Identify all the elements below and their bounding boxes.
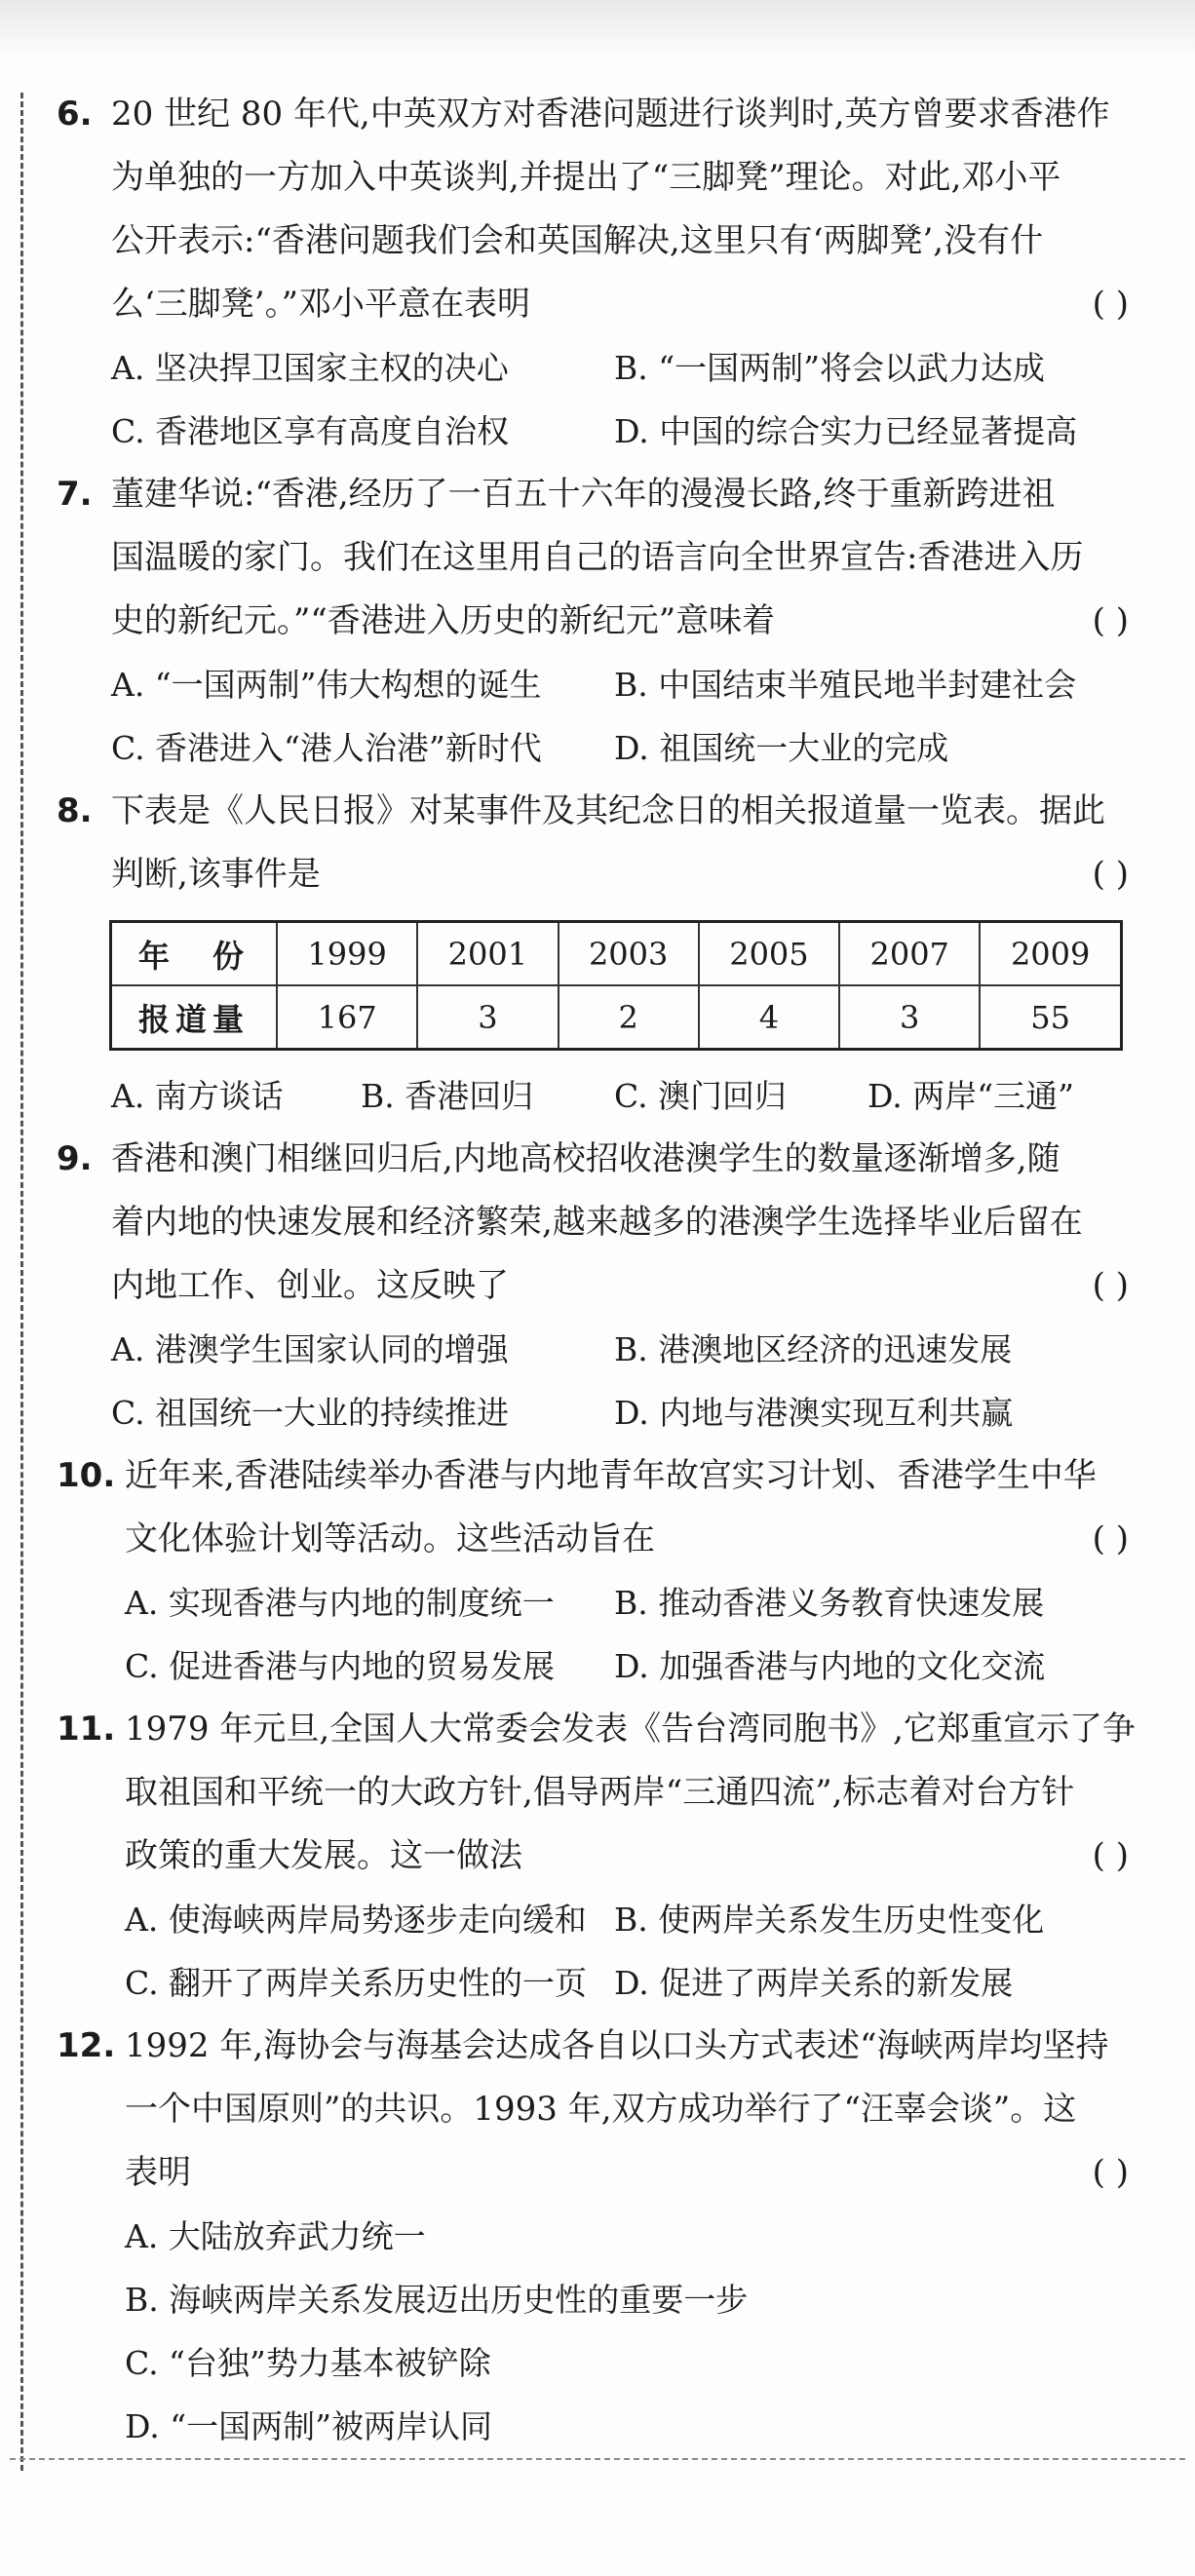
option-c[interactable]: C. 祖国统一大业的持续推进: [111, 1394, 510, 1432]
answer-blank[interactable]: ( ): [1092, 1519, 1129, 1558]
question-number: 12.: [57, 2026, 116, 2065]
answer-blank[interactable]: ( ): [1092, 1836, 1129, 1875]
option-b[interactable]: B. 使两岸关系发生历史性变化: [614, 1901, 1045, 1939]
option-b[interactable]: B. 港澳地区经济的迅速发展: [614, 1330, 1013, 1368]
answer-blank[interactable]: ( ): [1092, 855, 1129, 894]
question-10: [57, 1444, 1129, 1698]
question-number: 9.: [57, 1139, 93, 1178]
question-11: [57, 1698, 1136, 2015]
option-d[interactable]: D. 两岸“三通”: [867, 1077, 1075, 1115]
table-cell: 2001: [417, 922, 558, 986]
option-a[interactable]: A. 坚决捍卫国家主权的决心: [111, 349, 509, 387]
top-shading: [0, 0, 1195, 58]
table-cell: 2: [559, 985, 699, 1050]
table-cell: 2003: [559, 922, 699, 986]
option-c[interactable]: C. 香港地区享有高度自治权: [111, 412, 510, 450]
question-stem-line: 一个中国原则”的共识。1993 年,双方成功举行了“汪辜会谈”。这: [125, 2090, 1077, 2129]
option-c[interactable]: C. 促进香港与内地的贸易发展: [125, 1647, 556, 1685]
question-stem-line: 表明: [125, 2153, 191, 2192]
option-d[interactable]: D. 加强香港与内地的文化交流: [614, 1647, 1046, 1685]
question-9: [57, 1128, 1129, 1444]
answer-blank[interactable]: ( ): [1092, 285, 1129, 324]
table-row: [111, 922, 1122, 986]
table-header-count: 报道量: [111, 985, 278, 1050]
question-stem-line: 史的新纪元。”“香港进入历史的新纪元”意味着: [111, 601, 776, 640]
question-stem-line: 公开表示:“香港问题我们会和英国解决,这里只有‘两脚凳’,没有什: [111, 221, 1044, 260]
question-stem-line: 20 世纪 80 年代,中英双方对香港问题进行谈判时,英方曾要求香港作: [111, 95, 1110, 134]
option-c[interactable]: C. 澳门回归: [614, 1077, 788, 1115]
question-stem-line: 1979 年元旦,全国人大常委会发表《告台湾同胞书》,它郑重宣示了争: [125, 1710, 1136, 1749]
question-stem-line: 文化体验计划等活动。这些活动旨在: [125, 1519, 655, 1558]
option-b[interactable]: B. 中国结束半殖民地半封建社会: [614, 666, 1077, 704]
option-c[interactable]: C. 翻开了两岸关系历史性的一页: [125, 1964, 588, 2002]
question-stem-line: 香港和澳门相继回归后,内地高校招收港澳学生的数量逐渐增多,随: [111, 1139, 1060, 1178]
option-c[interactable]: C. 香港进入“港人治港”新时代: [111, 729, 542, 767]
question-8-options: [57, 1064, 1129, 1128]
table-cell: 2009: [980, 922, 1121, 986]
table-cell: 3: [839, 985, 980, 1050]
question-stem-line: 么‘三脚凳’。”邓小平意在表明: [111, 285, 530, 324]
table-row: [111, 985, 1122, 1050]
option-b[interactable]: B. 香港回归: [361, 1077, 534, 1115]
option-b[interactable]: B. 海峡两岸关系发展迈出历史性的重要一步: [125, 2281, 749, 2319]
option-d[interactable]: D. “一国两制”被两岸认同: [125, 2407, 493, 2445]
option-a[interactable]: A. 南方谈话: [111, 1077, 284, 1115]
table-header-year: 年 份: [111, 922, 278, 986]
answer-blank[interactable]: ( ): [1092, 601, 1129, 640]
question-number: 11.: [57, 1710, 116, 1749]
question-stem-line: 取祖国和平统一的大政方针,倡导两岸“三通四流”,标志着对台方针: [125, 1773, 1075, 1812]
question-stem-line: 内地工作、创业。这反映了: [111, 1266, 509, 1305]
option-b[interactable]: B. “一国两制”将会以武力达成: [614, 349, 1045, 387]
option-d[interactable]: D. 中国的综合实力已经显著提高: [614, 412, 1078, 450]
table-cell: 2005: [699, 922, 839, 986]
option-a[interactable]: A. 实现香港与内地的制度统一: [125, 1584, 555, 1622]
option-a[interactable]: A. 大陆放弃武力统一: [125, 2217, 426, 2255]
binding-margin-line: [20, 93, 23, 2471]
option-c[interactable]: C. “台独”势力基本被铲除: [125, 2344, 491, 2382]
option-b[interactable]: B. 推动香港义务教育快速发展: [614, 1584, 1045, 1622]
option-d[interactable]: D. 祖国统一大业的完成: [614, 729, 949, 767]
question-number: 7.: [57, 475, 93, 514]
answer-blank[interactable]: ( ): [1092, 2153, 1129, 2192]
question-number: 10.: [57, 1456, 116, 1495]
question-stem-line: 着内地的快速发展和经济繁荣,越来越多的港澳学生选择毕业后留在: [111, 1203, 1083, 1242]
table-cell: 2007: [839, 922, 980, 986]
answer-blank[interactable]: ( ): [1092, 1266, 1129, 1305]
question-stem-line: 近年来,香港陆续举办香港与内地青年故宫实习计划、香港学生中华: [125, 1456, 1097, 1495]
option-d[interactable]: D. 促进了两岸关系的新发展: [614, 1964, 1014, 2002]
report-count-table: [109, 920, 1123, 1051]
question-number: 6.: [57, 95, 93, 134]
question-stem-line: 为单独的一方加入中英谈判,并提出了“三脚凳”理论。对此,邓小平: [111, 158, 1061, 197]
option-a[interactable]: A. 使海峡两岸局势逐步走向缓和: [125, 1901, 587, 1939]
bottom-cut-line: [10, 2458, 1185, 2460]
question-stem-line: 国温暖的家门。我们在这里用自己的语言向全世界宣告:香港进入历: [111, 538, 1084, 577]
table-cell: 1999: [277, 922, 417, 986]
question-number: 8.: [57, 791, 93, 830]
question-stem-line: 董建华说:“香港,经历了一百五十六年的漫漫长路,终于重新跨进祖: [111, 475, 1056, 514]
question-12: [57, 2015, 1129, 2458]
question-7: [57, 463, 1129, 780]
option-d[interactable]: D. 内地与港澳实现互利共赢: [614, 1394, 1014, 1432]
question-stem-line: 下表是《人民日报》对某事件及其纪念日的相关报道量一览表。据此: [111, 791, 1105, 830]
table-cell: 3: [417, 985, 558, 1050]
table-cell: 4: [699, 985, 839, 1050]
question-8: [57, 780, 1129, 906]
question-6: [57, 83, 1129, 463]
question-stem-line: 1992 年,海协会与海基会达成各自以口头方式表述“海峡两岸均坚持: [125, 2026, 1109, 2065]
option-a[interactable]: A. “一国两制”伟大构想的诞生: [111, 666, 542, 704]
table-cell: 167: [277, 985, 417, 1050]
option-a[interactable]: A. 港澳学生国家认同的增强: [111, 1330, 509, 1368]
question-stem-line: 判断,该事件是: [111, 855, 321, 894]
table-cell: 55: [980, 985, 1121, 1050]
question-stem-line: 政策的重大发展。这一做法: [125, 1836, 522, 1875]
